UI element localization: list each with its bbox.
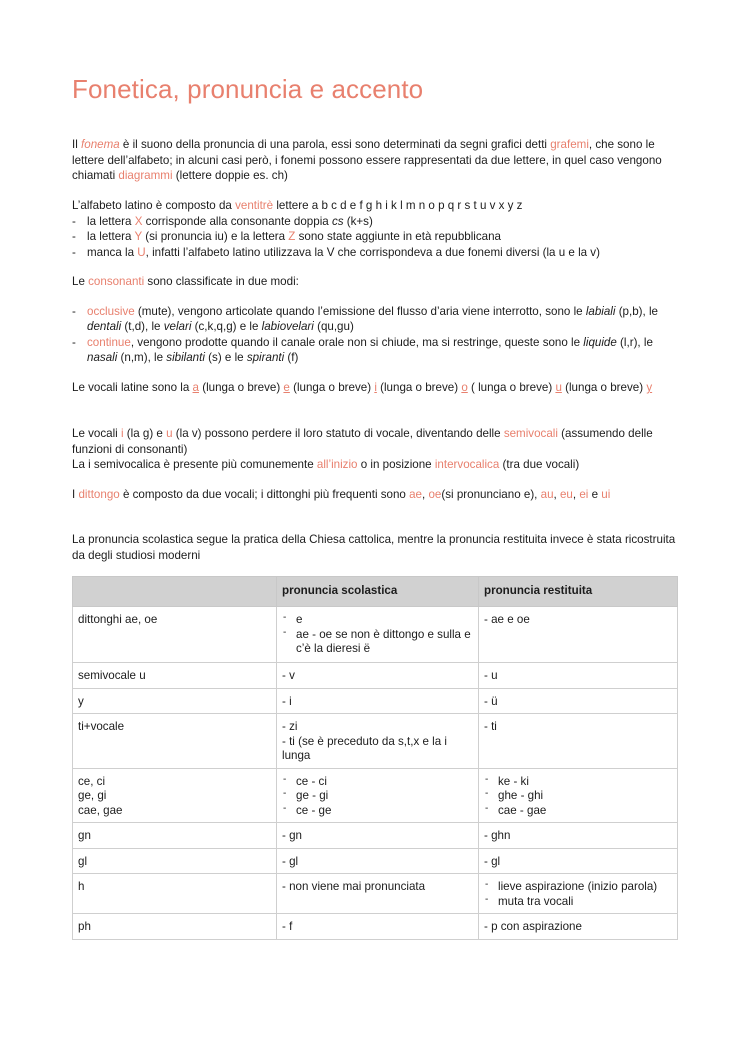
table-cell: ph [73, 914, 277, 940]
highlight-fonema: fonema [81, 138, 120, 151]
list-item: - occlusive (mute), vengono articolate quando l’emissione del flusso d’aria viene interrotto, sono le labiali (p,b), le dentali (t,d), le velari (c,k,q,g) e le labiovelari (qu,gu) [72, 304, 678, 335]
table-cell: - gn [277, 823, 479, 849]
paragraph-alfabeto: L’alfabeto latino è composto da ventitrè lettere a b c d e f g h i k l m n o p q r s t u v x y z - la lettera X corrisponde alla consonante doppia cs (k+s) - la lettera Y (si pronuncia iu) e la lettera Z sono state aggiunte in età repubblicana - manca la U, infatti l’alfabeto latino utilizzava la V che corrispondeva a due fonemi diversi (la u e la v) [72, 198, 678, 260]
table-row [73, 607, 678, 663]
paragraph-consonanti: Le consonanti sono classificate in due modi: - occlusive (mute), vengono articolate quando l’emissione del flusso d’aria viene interrotto, sono le labiali (p,b), le dentali (t,d), le velari (c,k,q,g) e le labiovelari (qu,gu) - continue, vengono prodotte quando il canale orale non si chiude, ma si restringe, queste sono le liquide (l,r), le nasali (n,m), le sibilanti (s) e le spiranti (f) [72, 274, 678, 366]
table-cell: - ke - ki - ghe - ghi - cae - gae [479, 768, 678, 823]
table-cell: - e - ae - oe se non è dittongo e sulla e c’è la dieresi ë [277, 607, 479, 663]
table-cell: - p con aspirazione [479, 914, 678, 940]
pronunciation-table [72, 576, 678, 940]
table-header: pronuncia scolastica [277, 577, 479, 607]
table-cell: gl [73, 848, 277, 874]
paragraph-fonema: Il fonema è il suono della pronuncia di una parola, essi sono determinati da segni grafici detti grafemi, che sono le lettere dell’alfabeto; in alcuni casi però, i fonemi possono essere rappresentati da due lettere, in quel caso vengono chiamati diagrammi (lettere doppie es. ch) [72, 138, 662, 182]
table-cell: - gl [479, 848, 678, 874]
table-cell: y [73, 688, 277, 714]
table-cell: - non viene mai pronunciata [277, 874, 479, 914]
table-row [73, 914, 678, 940]
table-cell: - ti [479, 714, 678, 769]
table-cell: - gl [277, 848, 479, 874]
table-row [73, 768, 678, 823]
table-cell: - ce - ci - ge - gi - ce - ge [277, 768, 479, 823]
table-cell: - lieve aspirazione (inizio parola) - muta tra vocali [479, 874, 678, 914]
list-item: - manca la U, infatti l’alfabeto latino utilizzava la V che corrispondeva a due fonemi diversi (la u e la v) [72, 245, 678, 261]
table-header [73, 577, 277, 607]
table-row [73, 874, 678, 914]
table-cell: dittonghi ae, oe [73, 607, 277, 663]
highlight-diagrammi: diagrammi [118, 169, 173, 182]
table-cell: - zi - ti (se è preceduto da s,t,x e la i lunga [277, 714, 479, 769]
paragraph-vocali: Le vocali latine sono la a (lunga o breve) e (lunga o breve) i (lunga o breve) o ( lunga o breve) u (lunga o breve) y [72, 381, 653, 394]
list-item: - continue, vengono prodotte quando il canale orale non si chiude, ma si restringe, queste sono le liquide (l,r), le nasali (n,m), le sibilanti (s) e le spiranti (f) [72, 335, 678, 366]
table-row [73, 663, 678, 689]
table-cell: - ü [479, 688, 678, 714]
table-cell: - f [277, 914, 479, 940]
highlight-grafemi: grafemi [550, 138, 589, 151]
table-row [73, 688, 678, 714]
table-cell: - i [277, 688, 479, 714]
table-row [73, 823, 678, 849]
highlight-consonanti: consonanti [88, 275, 145, 288]
table-cell: semivocale u [73, 663, 277, 689]
table-cell: - v [277, 663, 479, 689]
paragraph-pronuncia: La pronuncia scolastica segue la pratica della Chiesa cattolica, mentre la pronuncia restituita invece è stata ricostruita da degli studiosi moderni [72, 533, 676, 562]
page-title: Fonetica, pronuncia e accento [72, 74, 424, 104]
table-cell: ti+vocale [73, 714, 277, 769]
table-header-row [73, 577, 678, 607]
paragraph-dittongo: I dittongo è composto da due vocali; i dittonghi più frequenti sono ae, oe(si pronunciano e), au, eu, ei e ui [72, 488, 611, 501]
table-cell: gn [73, 823, 277, 849]
table-cell: - u [479, 663, 678, 689]
list-item: - la lettera X corrisponde alla consonante doppia cs (k+s) [72, 214, 678, 230]
table-row [73, 714, 678, 769]
paragraph-semivocali: Le vocali i (la g) e u (la v) possono perdere il loro statuto di vocale, diventando delle semivocali (assumendo delle funzioni di consonanti) La i semivocalica è presente più comunemente all’inizio o in posizione intervocalica (tra due vocali) [72, 427, 653, 471]
table-header: pronuncia restituita [479, 577, 678, 607]
highlight-ventitre: ventitrè [235, 199, 274, 212]
table-cell: - ghn [479, 823, 678, 849]
table-cell: - ae e oe [479, 607, 678, 663]
list-item: - la lettera Y (si pronuncia iu) e la lettera Z sono state aggiunte in età repubblicana [72, 229, 678, 245]
table-cell: h [73, 874, 277, 914]
table-row [73, 848, 678, 874]
table-cell: ce, ci ge, gi cae, gae [73, 768, 277, 823]
